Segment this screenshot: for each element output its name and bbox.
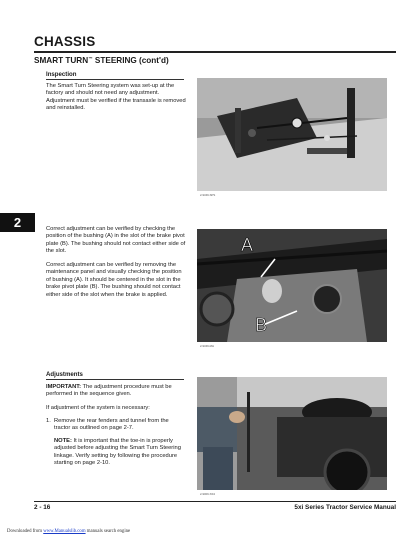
section-title-suffix: STEERING (cont'd) (92, 56, 169, 65)
manual-title: 5xi Series Tractor Service Manual (294, 504, 396, 511)
inspection-paragraph-2: Correct adjustment can be verified by checking the position of the bushing (A) in the slot of the brake pivot plate (B). The bushing should not contact either side of the slot. (46, 226, 186, 255)
chapter-title: CHASSIS (34, 34, 96, 49)
adjustments-heading: Adjustments (46, 371, 83, 378)
figure-1-caption: 2-9349-SPS (200, 193, 216, 197)
download-note (7, 529, 130, 534)
note-label: NOTE: (54, 438, 72, 444)
trademark-mark: ™ (88, 56, 93, 61)
adjustments-intro: If adjustment of the system is necessary: (46, 405, 150, 411)
figure-3-caption: 2-9009-SS3 (200, 492, 215, 496)
adjustments-rule (46, 379, 184, 380)
note-paragraph (46, 438, 186, 468)
figure-2-caption: 2-9349-MH (200, 344, 214, 348)
chapter-tab: 2 (0, 213, 35, 232)
page-number: 2 - 16 (34, 504, 51, 511)
inspection-rule (46, 79, 184, 80)
download-suffix: manuals search engine (85, 529, 131, 534)
inspection-heading: Inspection (46, 71, 77, 78)
inspection-paragraph-3: Correct adjustment can be verified by removing the maintenance panel and visually checking the position of bushing (A). It should be centered in the slot in the brake pivot plate (B). The bushing should not contact either side of the slot when the brake is applied. (46, 262, 182, 298)
note-text: It is important that the toe-in is properly adjusted before adjusting the Smart Turn Steering linkage. Verify setting by following the procedure starting on page 2-10. (54, 438, 181, 467)
note-number (46, 438, 54, 468)
figure-steering-linkage-photo (197, 78, 387, 191)
callout-label-a: A (241, 235, 254, 255)
footer-rule (34, 501, 396, 502)
inspection-paragraph-1: The Smart Turn Steering system was set-up at the factory and should not need any adjustment. Adjustment must be verified if the transaxle is removed and reinstalled. (46, 83, 186, 112)
step-1-text: Remove the rear fenders and tunnel from the tractor as outlined on page 2-7. (54, 418, 169, 432)
steering-linkage-illustration (197, 78, 387, 191)
step-1 (46, 418, 186, 433)
important-paragraph (46, 384, 186, 399)
important-label: IMPORTANT: (46, 384, 82, 390)
manualslib-link[interactable]: www.Manualslib.com (43, 529, 86, 534)
download-prefix: Downloaded from (7, 529, 44, 534)
technician-tractor-illustration (197, 377, 387, 490)
important-text: The adjustment procedure must be performed in the sequence given. (46, 384, 172, 398)
header-rule (34, 51, 396, 53)
step-1-number: 1. (46, 418, 51, 424)
section-title (34, 56, 169, 65)
bushing-slot-illustration (197, 229, 387, 342)
callout-label-b: B (255, 315, 268, 335)
section-title-main: SMART TURN (34, 56, 89, 65)
figure-technician-photo (197, 377, 387, 490)
figure-bushing-slot-photo (197, 229, 387, 342)
